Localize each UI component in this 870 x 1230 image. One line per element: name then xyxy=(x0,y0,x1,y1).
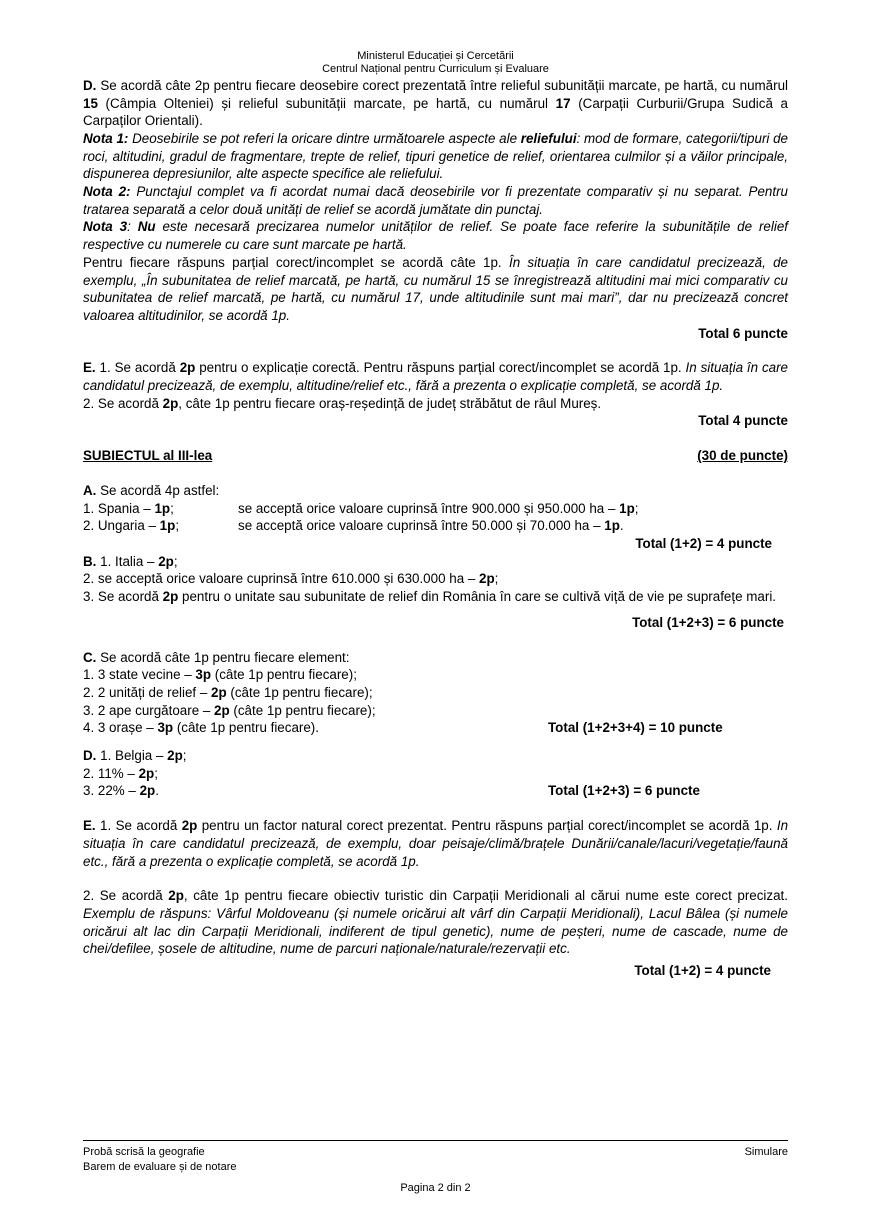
d-nota1: Nota 1: Deosebirile se pot referi la oricare dintre următoarele aspecte ale reliefului: mod de formare, categorii/tipuri de roci, altitudini, gradul de fragmentare, trepte de relief, tipuri genetice de relief, orientarea culmilor și a văilor principale, dispunerea depresiunilor, alte aspecte specifice ale reliefului. xyxy=(83,130,789,182)
c-item-2: 2. 2 unități de relief – 2p (câte 1p pentru fiecare); xyxy=(83,684,373,700)
d3-item-2: 2. 11% – 2p; xyxy=(83,765,158,781)
d-total: Total 6 puncte xyxy=(698,325,788,341)
section-d-relief xyxy=(83,77,788,343)
b-total: Total (1+2+3) = 6 puncte xyxy=(632,614,784,630)
d-partial: Pentru fiecare răspuns parțial corect/incomplet se acordă câte 1p. În situația în care candidatul precizează, de exemplu, „În subunitatea de relief marcată, pe hartă, cu numărul 15 se înregistrează altitudini mai mici comparativ cu subunitatea de relief marcată, pe hartă, cu numărul 17, unde altitudinile sunt mai mari”, dar nu precizează concret valoarea altitudinilor, se acordă 1p. xyxy=(83,254,788,323)
subject-3-title: SUBIECTUL al III-lea xyxy=(83,448,213,464)
e-item-1: E. 1. Se acordă 2p pentru o explicație corectă. Pentru răspuns parțial corect/incomplet se acordă 1p. In situația în care candidatul precizează, de exemplu, altitudine/relief etc., fără a prezenta o explicație completă, se acordă 1p. xyxy=(83,360,789,394)
section-c xyxy=(83,649,788,738)
header-center: Centrul Național pentru Curriculum și Evaluare xyxy=(322,63,549,76)
c-item-1: 1. 3 state vecine – 3p (câte 1p pentru fiecare); xyxy=(83,667,357,683)
a-item-2: 2. Ungaria – 1p; se acceptă orice valoare cuprinsă între 50.000 și 70.000 ha – 1p. xyxy=(83,518,624,534)
a-item-1: 1. Spania – 1p; se acceptă orice valoare cuprinsă între 900.000 și 950.000 ha – 1p; xyxy=(83,500,639,516)
e3-item-2: 2. Se acordă 2p, câte 1p pentru fiecare obiectiv turistic din Carpații Meridionali al cărui nume este corect precizat. Exemplu de răspuns: Vârful Moldoveanu (și numele oricărui alt vârf din Carpații Meridionali), Lacul Bâlea (și numele oricărui alt lac din Carpații Meridionali, indiferent de tipul genetic), nume de peșteri, nume de cascade, nume de chei/defilee, șosele de altitudine, nume de parcuri naționale/naturale/rezervații etc. xyxy=(83,888,788,957)
b-item-2: 2. se acceptă orice valoare cuprinsă între 610.000 și 630.000 ha – 2p; xyxy=(83,571,499,587)
b-item-1: B. 1. Italia – 2p; xyxy=(83,553,178,569)
a-total: Total (1+2) = 4 puncte xyxy=(635,535,772,551)
c-item-4: 4. 3 orașe – 3p (câte 1p pentru fiecare). xyxy=(83,720,319,736)
c-total: Total (1+2+3+4) = 10 puncte xyxy=(548,720,723,736)
section-d xyxy=(83,747,788,800)
subject-3-heading xyxy=(83,447,788,465)
d3-item-1: D. 1. Belgia – 2p; xyxy=(83,748,187,764)
d-nota3: Nota 3: Nu este necesară precizarea numelor unităților de relief. Se poate face referire la subunitățile de relief respective cu numerele cu care sunt marcate pe hartă. xyxy=(83,219,788,253)
d-intro: D. Se acordă câte 2p pentru fiecare deosebire corect prezentată între relieful subunității marcate, pe hartă, cu numărul 15 (Câmpia Olteniei) și relieful subunității marcate, pe hartă, cu numărul 17 (Carpații Curburii/Grupa Sudică a Carpaților Orientali). xyxy=(83,77,788,129)
b-item-3: 3. Se acordă 2p pentru o unitate sau subunitate de relief din România în care se cultivă viță de vie pe suprafețe mari. xyxy=(83,589,777,605)
e-item-2: 2. Se acordă 2p, câte 1p pentru fiecare oraș-reședință de județ străbătut de râul Mureș. xyxy=(83,395,602,411)
section-e xyxy=(83,817,788,980)
section-e-mures xyxy=(83,359,788,430)
d3-item-3: 3. 22% – 2p. xyxy=(83,783,159,799)
footer-exam: Probă scrisă la geografie xyxy=(83,1146,205,1158)
d-nota2: Nota 2: Punctajul complet va fi acordat numai dacă deosebirile vor fi prezentate comparativ și nu separat. Pentru tratarea separată a celor două unități de relief se acordă jumătate din punctaj. xyxy=(83,184,788,217)
page-content xyxy=(83,50,788,980)
a-intro: A. Se acordă 4p astfel: xyxy=(83,482,220,498)
page-header xyxy=(83,50,788,77)
footer-doc-type: Barem de evaluare și de notare xyxy=(83,1160,237,1173)
e3-total: Total (1+2) = 4 puncte xyxy=(634,963,771,979)
subject-3-points: (30 de puncte) xyxy=(697,448,788,464)
c-item-3: 3. 2 ape curgătoare – 2p (câte 1p pentru fiecare); xyxy=(83,702,376,718)
c-item-4-row xyxy=(83,719,788,737)
e3-item-1: E. 1. Se acordă 2p pentru un factor natural corect prezentat. Pentru răspuns parțial corect/incomplet se acordă 1p. In situația în care candidatul precizează, de exemplu, doar peisaje/climă/brațele Dunării/canale/lacuri/vegetație/faună etc., fără a prezenta o explicație completă, se acordă 1p. xyxy=(83,818,789,869)
section-a xyxy=(83,482,788,553)
section-b xyxy=(83,553,788,632)
d3-item-3-row xyxy=(83,782,788,800)
d3-total: Total (1+2+3) = 6 puncte xyxy=(548,783,700,799)
c-intro: C. Se acordă câte 1p pentru fiecare element: xyxy=(83,649,350,665)
page-number: Pagina 2 din 2 xyxy=(400,1182,471,1194)
footer-session: Simulare xyxy=(744,1146,788,1158)
page-footer xyxy=(83,1140,788,1196)
e-total: Total 4 puncte xyxy=(698,413,788,429)
header-ministry: Ministerul Educației și Cercetării xyxy=(357,50,514,62)
